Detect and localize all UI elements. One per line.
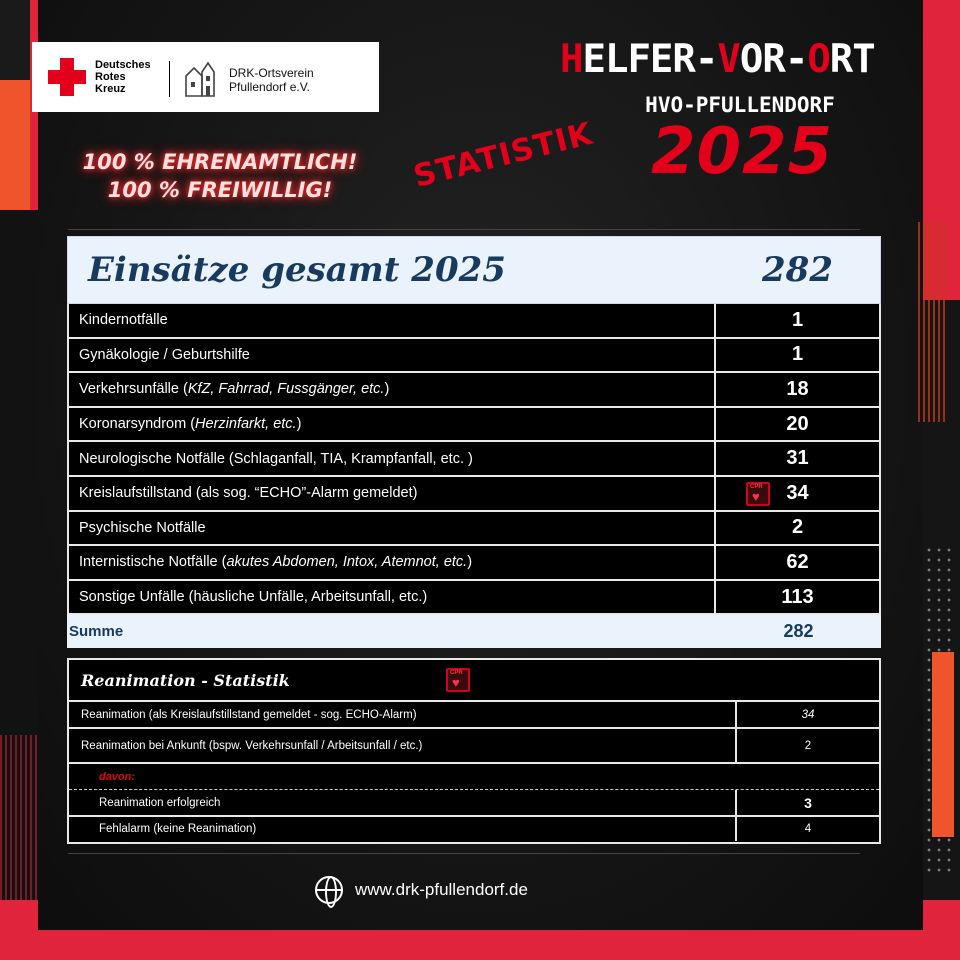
row-value <box>716 339 881 372</box>
footer <box>315 875 528 905</box>
row-value <box>716 546 881 579</box>
reanimation-table <box>67 658 881 844</box>
rea-row2-value: 2 <box>735 729 879 762</box>
row-label-text: Gynäkologie / Geburtshilfe <box>79 346 250 363</box>
row-value-text: 1 <box>791 308 804 331</box>
reanimation-row <box>69 790 879 817</box>
table-row <box>67 581 881 616</box>
heart-icon: ♥ <box>752 488 760 504</box>
ov-name-line1: DRK-Ortsverein <box>229 66 314 80</box>
row-value-text: 2 <box>791 516 804 539</box>
logo-divider <box>169 61 170 97</box>
cpr-heart-icon <box>446 668 470 692</box>
row-value <box>716 581 881 614</box>
row-value-text: 31 <box>786 447 809 470</box>
row-label <box>67 512 716 545</box>
row-value <box>716 477 881 510</box>
decor-stripes-right <box>918 222 948 422</box>
rea-row1-value: 34 <box>735 702 879 727</box>
hvo-subtitle: HVO-PFULLENDORF <box>645 93 835 117</box>
rea-row4-value: 4 <box>735 817 879 841</box>
website-link[interactable]: www.drk-pfullendorf.de <box>355 880 528 899</box>
drk-name-line3: Kreuz <box>95 83 126 95</box>
row-value-text: 62 <box>786 550 809 573</box>
decor-orange-left <box>0 80 30 215</box>
row-label-text: Verkehrsunfälle ( <box>79 381 188 398</box>
row-value-text: 113 <box>781 585 814 608</box>
table-rows <box>67 304 881 615</box>
row-label-suffix: ) <box>296 416 302 433</box>
rea-row2-label: Reanimation bei Ankunft (bspw. Verkehrsunfall / Arbeitsunfall / etc.) <box>81 739 423 752</box>
decor-bottom-red <box>0 930 960 960</box>
table-row <box>67 546 881 581</box>
slogan-line1: 100 % EHRENAMTLICH! <box>82 150 358 174</box>
row-value <box>716 408 881 441</box>
table-header <box>67 236 881 304</box>
row-value-text: 34 <box>786 481 809 504</box>
ov-name-line2: Pfullendorf e.V. <box>229 80 310 94</box>
row-label-text: Sonstige Unfälle (häusliche Unfälle, Arbeitsunfall, etc.) <box>79 589 428 606</box>
statistik-label: STATISTIK <box>410 115 597 195</box>
reanimation-row <box>69 702 879 729</box>
row-value <box>716 304 881 337</box>
einsaetze-table <box>67 236 881 648</box>
row-label-italic: Herzinfarkt, etc. <box>195 416 297 433</box>
slogan-line2: 100 % FREIWILLIG! <box>107 178 333 202</box>
row-value <box>716 373 881 406</box>
row-label <box>67 339 716 372</box>
title-letter-v: V <box>717 37 740 82</box>
table-row <box>67 373 881 408</box>
table-title: Einsätze gesamt 2025 <box>88 250 506 290</box>
row-label-text: Kindernotfälle <box>79 312 168 329</box>
drk-org-name <box>95 59 175 95</box>
town-house-icon <box>182 60 218 98</box>
decor-stripes-left <box>0 735 40 935</box>
reanimation-header <box>69 660 879 702</box>
drk-name-line1: Deutsches <box>95 59 151 71</box>
rea-row4-label: Fehlalarm (keine Reanimation) <box>99 823 257 835</box>
row-label-text: Neurologische Notfälle (Schlaganfall, TIA, Krampfanfall, etc. ) <box>79 450 473 467</box>
table-row <box>67 339 881 374</box>
row-value-text: 18 <box>786 377 809 400</box>
row-value-text: 1 <box>791 343 804 366</box>
globe-icon <box>315 876 343 904</box>
divider-bottom <box>68 853 860 854</box>
slogan <box>70 148 370 204</box>
sum-label: Summe <box>69 623 124 641</box>
row-label <box>67 408 716 441</box>
year-heading: 2025 <box>650 115 834 189</box>
title-letter-o: O <box>807 37 830 82</box>
sum-row <box>67 615 881 648</box>
cpr-heart-icon <box>746 482 770 506</box>
davon-label: davon: <box>69 764 879 790</box>
red-cross-icon <box>48 58 86 96</box>
reanimation-row <box>69 729 879 764</box>
row-label <box>67 304 716 337</box>
heart-icon: ♥ <box>452 675 460 690</box>
divider-top <box>68 229 860 230</box>
row-label <box>67 477 716 510</box>
ortsverein-name <box>229 66 314 94</box>
cpr-icon-label: CPR <box>750 483 763 490</box>
title-letter-h: H <box>560 37 583 82</box>
table-row <box>67 477 881 512</box>
row-label-italic: akutes Abdomen, Intox, Atemnot, etc. <box>226 554 468 571</box>
rea-row1-label: Reanimation (als Kreislaufstillstand gemeldet - sog. ECHO-Alarm) <box>81 708 417 721</box>
title-part1: ELFER- <box>582 37 718 82</box>
table-total: 282 <box>762 250 833 290</box>
row-label-text: Koronarsyndrom ( <box>79 416 196 433</box>
drk-name-line2: Rotes <box>95 71 126 83</box>
row-label-text: Psychische Notfälle <box>79 519 206 536</box>
cpr-icon-label: CPR <box>450 670 463 676</box>
title-part2: OR- <box>739 37 808 82</box>
helfer-vor-ort-title <box>560 38 920 82</box>
row-value <box>716 512 881 545</box>
row-label-suffix: ) <box>384 381 390 398</box>
row-label <box>67 442 716 475</box>
decor-orange-right <box>932 652 954 837</box>
row-label <box>67 373 716 406</box>
row-value-text: 20 <box>786 412 809 435</box>
drk-logo-box <box>32 42 379 112</box>
table-row <box>67 512 881 547</box>
row-label <box>67 581 716 614</box>
row-label <box>67 546 716 579</box>
row-value <box>716 442 881 475</box>
row-label-italic: KfZ, Fahrrad, Fussgänger, etc. <box>187 381 385 398</box>
row-label-suffix: ) <box>467 554 473 571</box>
reanimation-row <box>69 817 879 841</box>
table-row <box>67 442 881 477</box>
row-label-text: Internistische Notfälle ( <box>79 554 227 571</box>
row-label-text: Kreislaufstillstand (als sog. “ECHO”-Alarm gemeldet) <box>79 485 418 502</box>
rea-row3-label: Reanimation erfolgreich <box>99 796 221 809</box>
sum-value: 282 <box>783 621 814 642</box>
table-row <box>67 408 881 443</box>
rea-row3-value: 3 <box>735 790 879 815</box>
reanimation-title: Reanimation - Statistik <box>81 670 290 690</box>
title-part3: RT <box>829 37 875 82</box>
table-row <box>67 304 881 339</box>
